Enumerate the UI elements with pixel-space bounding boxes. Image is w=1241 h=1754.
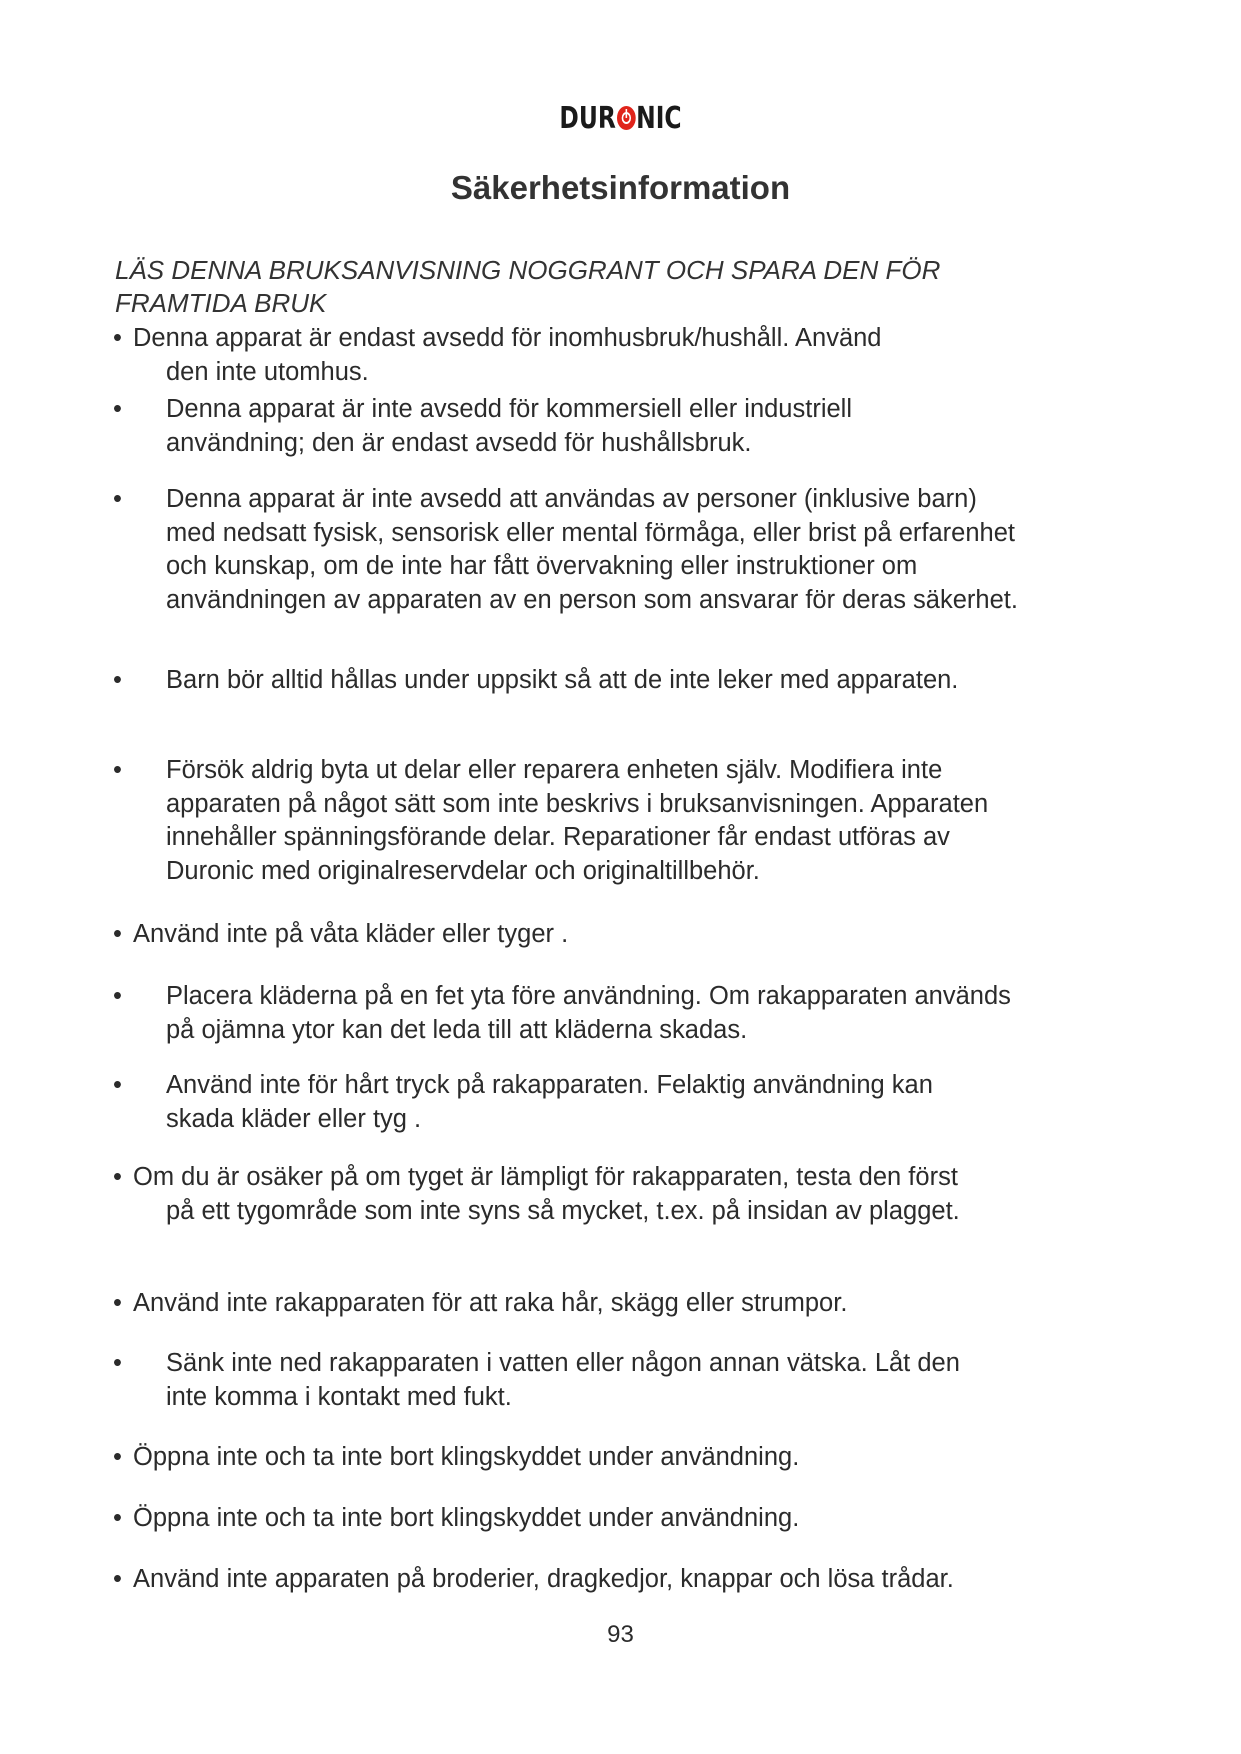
item-text: Denna apparat är inte avsedd att användas av personer (inklusive barn) [166,485,977,513]
bullet: • [113,1163,122,1191]
bullet: • [113,1349,122,1377]
power-icon [617,106,636,130]
bullet: • [113,920,122,948]
bullet: • [113,1443,122,1471]
logo-text-right: NIC [636,101,682,136]
bullet: • [113,1565,122,1593]
item-text: Försök aldrig byta ut delar eller reparera enheten själv. Modifiera inte [166,756,943,784]
item-text: Denna apparat är endast avsedd för inomhusbruk/hushåll. Använd [133,324,882,352]
list-item [113,664,1143,698]
item-text: användning; den är endast avsedd för hushållsbruk. [166,428,752,457]
bullet: • [113,324,122,352]
item-text: Använd inte på våta kläder eller tyger . [133,920,569,948]
list-item [113,1347,1143,1414]
item-text: och kunskap, om de inte har fått övervakning eller instruktioner om [166,552,918,580]
list-item [113,1069,1143,1136]
list-item [113,393,1143,460]
item-text: Barn bör alltid hållas under uppsikt så att de inte leker med apparaten. [166,666,959,694]
item-text: Placera kläderna på en fet yta före användning. Om rakapparaten används [166,982,1011,1010]
item-text: Sänk inte ned rakapparaten i vatten eller någon annan vätska. Låt den [166,1349,960,1377]
item-text: Öppna inte och ta inte bort klingskyddet under användning. [133,1443,800,1471]
list-item [113,1161,1143,1228]
list-item [113,1502,1143,1536]
list-item [113,980,1143,1047]
item-text: på ett tygområde som inte syns så mycket, t.ex. på insidan av plagget. [166,1196,960,1225]
bullet: • [113,756,122,784]
item-text: Använd inte apparaten på broderier, dragkedjor, knappar och lösa trådar. [133,1565,954,1593]
bullet: • [113,1071,122,1099]
intro-line: FRAMTIDA BRUK [115,288,327,318]
item-text: Duronic med originalreservdelar och originaltillbehör. [166,856,760,885]
item-text: den inte utomhus. [166,357,369,386]
bullet: • [113,395,122,423]
bullet: • [113,666,122,694]
bullet: • [113,982,122,1010]
bullet: • [113,485,122,513]
item-text: med nedsatt fysisk, sensorisk eller mental förmåga, eller brist på erfarenhet [166,518,1015,547]
item-text: Använd inte rakapparaten för att raka hår, skägg eller strumpor. [133,1289,848,1317]
item-text: Använd inte för hårt tryck på rakapparaten. Felaktig användning kan [166,1071,933,1099]
list-item [113,1441,1143,1475]
item-text: Denna apparat är inte avsedd för kommersiell eller industriell [166,395,852,423]
bullet: • [113,1504,122,1532]
item-text: skada kläder eller tyg . [166,1104,422,1133]
item-text: apparaten på något sätt som inte beskrivs i bruksanvisningen. Apparaten [166,789,989,818]
item-text: Om du är osäker på om tyget är lämpligt för rakapparaten, testa den först [133,1163,958,1191]
item-text: inte komma i kontakt med fukt. [166,1382,512,1411]
item-text: på ojämna ytor kan det leda till att kläderna skadas. [166,1015,748,1044]
list-item [113,754,1143,888]
duronic-logo [137,101,1105,136]
item-text: Öppna inte och ta inte bort klingskyddet under användning. [133,1504,800,1532]
list-item [113,1287,1143,1321]
intro-notice [115,254,1115,320]
page-number: 93 [607,1621,634,1648]
list-item [113,483,1143,617]
item-text: innehåller spänningsförande delar. Reparationer får endast utföras av [166,823,950,851]
list-item [113,918,1143,952]
bullet: • [113,1289,122,1317]
item-text: användningen av apparaten av en person som ansvarar för deras säkerhet. [166,585,1018,614]
list-item [113,322,1143,389]
page-title: Säkerhetsinformation [450,169,791,206]
list-item [113,1563,1143,1597]
intro-line: LÄS DENNA BRUKSANVISNING NOGGRANT OCH SPARA DEN FÖR [115,255,941,285]
logo-text-left: DUR [559,101,616,136]
